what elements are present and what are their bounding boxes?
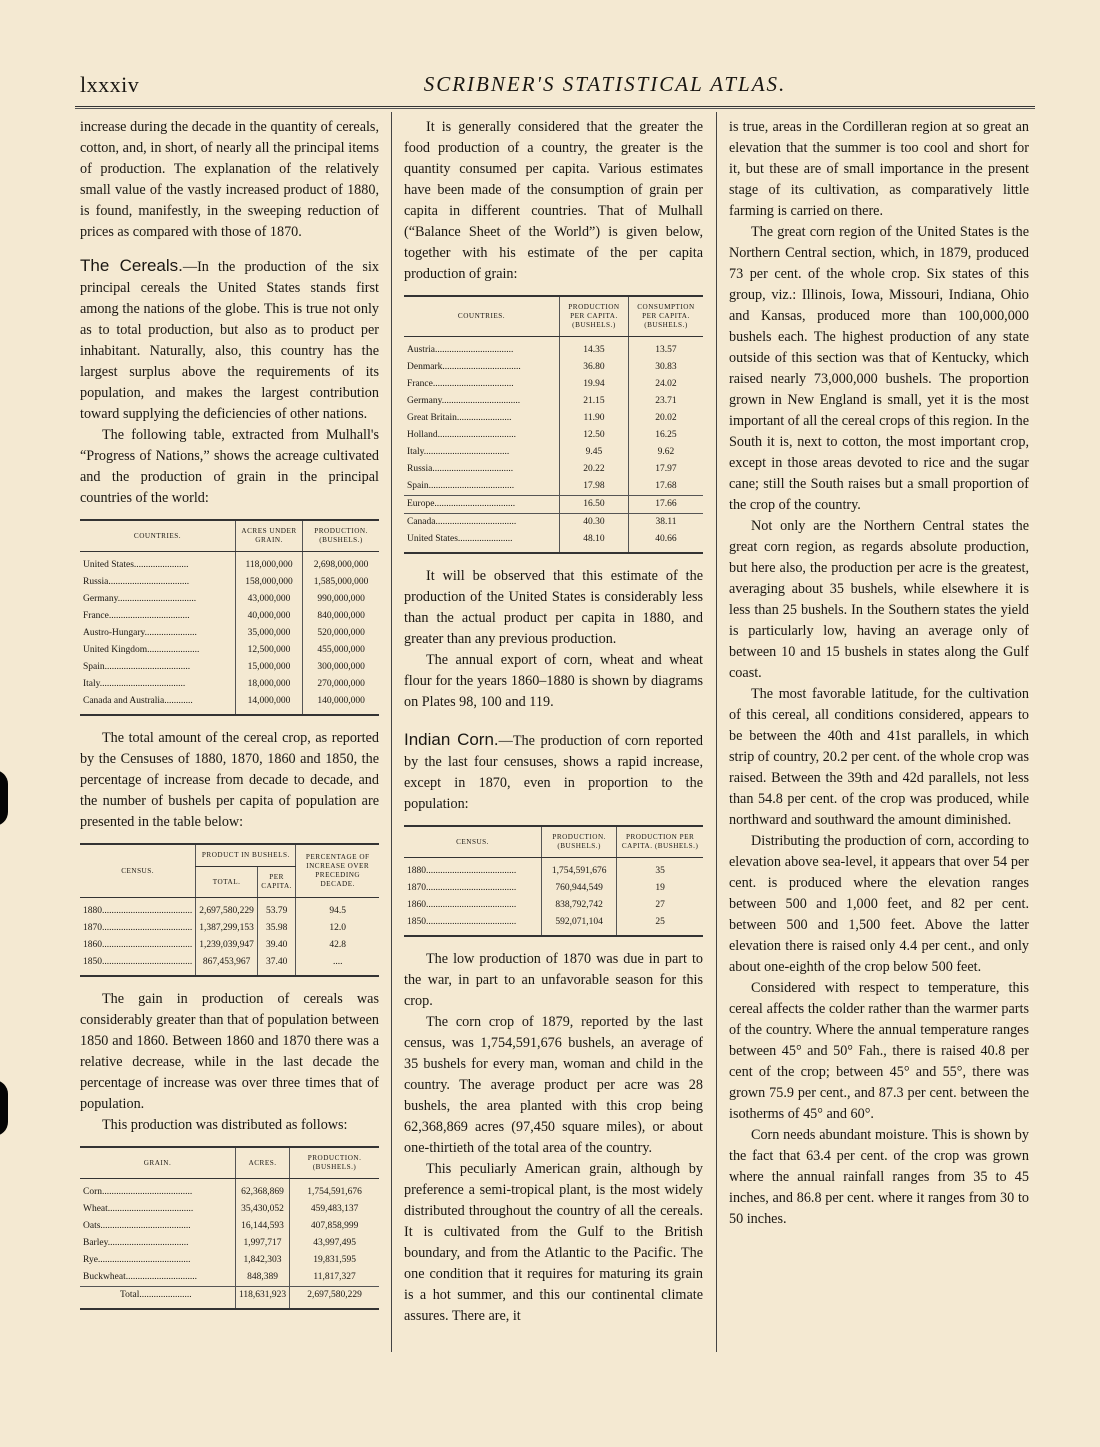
- table-cell: 20.22: [559, 461, 628, 478]
- table-cell: 38.11: [628, 514, 703, 532]
- row-label: Germany.................................: [407, 396, 521, 406]
- table-row: [80, 591, 379, 608]
- table-row: [80, 920, 379, 937]
- paragraph: increase during the decade in the quantity of cereals, cotton, and, in short, of nearly all the principal items of production. The explanation of the relatively small value of the vastly increased product of 1880, is found, manifestly, in the sweeping reduction of prices as compared with those of 1870.: [80, 119, 379, 240]
- table-cell: 17.68: [628, 478, 703, 496]
- table-row: [80, 552, 379, 575]
- table-row: [80, 898, 379, 921]
- table-cell: 2,697,580,229: [290, 1287, 379, 1310]
- table-row: [80, 1179, 379, 1202]
- row-label: Russia..................................: [83, 577, 190, 587]
- table-cell: 520,000,000: [303, 625, 379, 642]
- paragraph: The Cereals.—In the production of the six principal cereals the United States stands first among the nations of the globe. This is true not only as to total production, but also as to product per inhabitant. Naturally, also, this country has the largest surplus above the requirements of its population, and makes the largest contribution toward supplying the deficiencies of other nations.: [80, 256, 379, 422]
- table-header: TOTAL.: [196, 867, 258, 898]
- table-row: [404, 478, 703, 496]
- table-corn-by-census: [404, 825, 703, 937]
- row-label: Austria.................................: [407, 345, 514, 355]
- row-label: Germany.................................: [83, 594, 197, 604]
- table-cell: 840,000,000: [303, 608, 379, 625]
- table-header: PRODUCTION. (BUSHELS.): [303, 520, 379, 552]
- table-cell: 24.02: [628, 376, 703, 393]
- table-cell: 140,000,000: [303, 693, 379, 715]
- table-row: [80, 1269, 379, 1287]
- table-cell: 36.80: [559, 359, 628, 376]
- table-cell: 19: [617, 880, 703, 897]
- table-cell: 16.50: [559, 496, 628, 514]
- row-label: Spain....................................: [407, 481, 515, 491]
- table-row: [404, 897, 703, 914]
- table-cell: 40.66: [628, 531, 703, 553]
- binding-hole-mark: [0, 1080, 8, 1136]
- table-cell: 27: [617, 897, 703, 914]
- table-cell: 14.35: [559, 337, 628, 360]
- table-cell: 39.40: [257, 937, 296, 954]
- table-row: [80, 574, 379, 591]
- table-per-capita-by-country: [404, 295, 703, 554]
- table-cell: 30.83: [628, 359, 703, 376]
- table-header: GRAIN.: [80, 1147, 235, 1179]
- paragraph: Not only are the Northern Central states the great corn region, as regards absolute production, but here also, the production per acre is the greatest, averaging about 35 bushels, while elsewhere it is less than 25 bushels. In the Southern states the yield is particularly low, having an average only of between 10 and 15 bushels in states along the Gulf coast.: [729, 518, 1029, 681]
- paragraph: The annual export of corn, wheat and wheat flour for the years 1860–1880 is shown by diagrams on Plates 98, 100 and 119.: [404, 652, 703, 710]
- table-cell: 17.98: [559, 478, 628, 496]
- table-header: PRODUCTION. (BUSHELS.): [290, 1147, 379, 1179]
- row-label: France..................................: [407, 379, 514, 389]
- table-header: COUNTRIES.: [80, 520, 235, 552]
- row-label: Rye.......................................: [83, 1255, 191, 1265]
- table-header: PERCENTAGE OF INCREASE OVER PRECEDING DECADE.: [296, 844, 379, 898]
- table-cell: 94.5: [296, 898, 379, 921]
- table-row: [404, 427, 703, 444]
- table-cell: 25: [617, 914, 703, 936]
- table-header: CENSUS.: [404, 826, 542, 858]
- table-cell: 118,000,000: [235, 552, 302, 575]
- row-label: 1850......................................: [83, 957, 193, 967]
- table-cell: 2,697,580,229: [196, 898, 258, 921]
- header-rule: [75, 108, 1035, 109]
- table-header: ACRES UNDER GRAIN.: [235, 520, 302, 552]
- row-label: 1880......................................: [83, 906, 193, 916]
- table-row: [404, 410, 703, 427]
- table-cell: 35.98: [257, 920, 296, 937]
- table-cell: 17.97: [628, 461, 703, 478]
- row-label: 1870......................................: [407, 883, 517, 893]
- column-rule: [391, 112, 392, 1352]
- row-label: 1860......................................: [83, 940, 193, 950]
- table-row: [80, 659, 379, 676]
- table-cell: 838,792,742: [542, 897, 617, 914]
- table-cell: 455,000,000: [303, 642, 379, 659]
- row-label: Italy....................................: [407, 447, 510, 457]
- paragraph: The low production of 1870 was due in part to the war, in part to an unfavorable season for this crop.: [404, 951, 703, 1009]
- paragraph: The corn crop of 1879, reported by the last census, was 1,754,591,676 bushels, an average of 35 bushels for every man, woman and child in the country. The average product per acre was 28 bushels, the area planted with this crop being 62,368,869 acres (97,450 square miles), or about one-thirtieth of the total area of the country.: [404, 1014, 703, 1156]
- table-cell: 35,430,052: [235, 1201, 289, 1218]
- table-cell: 16.25: [628, 427, 703, 444]
- table-cell: 20.02: [628, 410, 703, 427]
- row-label: Total......................: [80, 1287, 235, 1310]
- header-rule: [75, 106, 1035, 107]
- table-cell: 1,842,303: [235, 1252, 289, 1269]
- paragraph: The total amount of the cereal crop, as reported by the Censuses of 1880, 1870, 1860 and 1850, the percentage of increase from decade to decade, and the number of bushels per capita of population are presented in the table below:: [80, 730, 379, 830]
- row-label: Holland.................................: [407, 430, 516, 440]
- table-row: [404, 393, 703, 410]
- table-cell: 270,000,000: [303, 676, 379, 693]
- table-row: [80, 625, 379, 642]
- table-cell: 760,944,549: [542, 880, 617, 897]
- table-cell: 9.45: [559, 444, 628, 461]
- paragraph: It will be observed that this estimate of the production of the United States is considerably less than the actual product per capita in 1880, and greater than any previous production.: [404, 568, 703, 647]
- table-header: PRODUCTION PER CAPITA. (BUSHELS.): [617, 826, 703, 858]
- table-row: [404, 461, 703, 478]
- table-cell: 48.10: [559, 531, 628, 553]
- table-cell: 592,071,104: [542, 914, 617, 936]
- table-grain-distribution: [80, 1146, 379, 1310]
- row-label: United States.......................: [83, 560, 189, 570]
- table-header: CENSUS.: [80, 844, 196, 898]
- table-row: [404, 337, 703, 360]
- table-cell: 40.30: [559, 514, 628, 532]
- table-cell: 13.57: [628, 337, 703, 360]
- table-header: PER CAPITA.: [257, 867, 296, 898]
- table-cell: 867,453,967: [196, 954, 258, 976]
- row-label: Italy....................................: [83, 679, 186, 689]
- running-title: SCRIBNER'S STATISTICAL ATLAS.: [423, 72, 787, 96]
- paragraph: The following table, extracted from Mulhall's “Progress of Nations,” shows the acreage cultivated and the production of grain in the principal countries of the world:: [80, 427, 379, 506]
- paragraph: Indian Corn.—The production of corn reported by the last four censuses, shows a rapid increase, except in 1870, even in proportion to the population:: [404, 730, 703, 812]
- row-label: Russia..................................: [407, 464, 514, 474]
- page-number: lxxxiv: [80, 72, 140, 97]
- paragraph: Distributing the production of corn, according to elevation above sea-level, it appears that over 54 per cent. is produced where the elevation ranges between 500 and 1,000 feet, and 82 per cent. between 500 and 1,500 feet. Above the latter elevation there is raised only 4.4 per cent., and only about one-eighth of the crop below 500 feet.: [729, 833, 1029, 975]
- table-cell: 35: [617, 858, 703, 881]
- paragraph: Considered with respect to temperature, this cereal affects the colder rather than the warmer parts of the country. Where the annual temperature ranges between 45° and 50° Fah., there is raised 40.8 per cent of the crop; between 45° and 55°, there was grown 75.9 per cent., and 87.3 per cent. between the isotherms of 45° and 60°.: [729, 980, 1029, 1122]
- table-header: PRODUCTION. (BUSHELS.): [542, 826, 617, 858]
- table-header: COUNTRIES.: [404, 296, 559, 337]
- row-label: Europe..................................: [404, 496, 559, 514]
- row-label: Barley..................................: [83, 1238, 189, 1248]
- table-cell: 19.94: [559, 376, 628, 393]
- paragraph: It is generally considered that the greater the food production of a country, the greater is the quantity consumed per capita. Various estimates have been made of the consumption of grain per capita in different countries. That of Mulhall (“Balance Sheet of the World”) is given below, together with his estimate of the per capita production of grain:: [404, 119, 703, 282]
- table-row: [80, 1218, 379, 1235]
- table-cell: 1,585,000,000: [303, 574, 379, 591]
- table-cell: 848,389: [235, 1269, 289, 1287]
- table-row: [404, 531, 703, 553]
- paragraph: The most favorable latitude, for the cultivation of this cereal, all conditions considered, appears to be between the 40th and 41st parallels, in which strip of country, 20.2 per cent. of the whole crop was raised. Between the 39th and 42d parallels, not less than 54.8 per cent. of the crop was produced, while northward and southward the amount diminished.: [729, 686, 1029, 828]
- table-cell: 407,858,999: [290, 1218, 379, 1235]
- table-cell: 35,000,000: [235, 625, 302, 642]
- table-cell: 990,000,000: [303, 591, 379, 608]
- binding-hole-mark: [0, 770, 8, 826]
- paragraph: The great corn region of the United States is the Northern Central section, which, in 1879, produced 73 per cent. of the whole crop. Six states of this group, viz.: Illinois, Iowa, Missouri, Indiana, Ohio and Kansas, produced more than 100,000,000 bushels each. The highest production of any state outside of this section was that of Kentucky, which raised nearly 73,000,000 bushels. The proportion grown in New England is small, yet it is the most important of all the cereal crops of this region. In the South it is, next to cotton, the most important crop, except in those areas devoted to rice and the sugar cane; still the South raises but a small proportion of the crop of the country.: [729, 224, 1029, 513]
- paragraph: The gain in production of cereals was considerably greater than that of population between 1850 and 1860. Between 1860 and 1870 there was a relative decrease, while in the last decade the percentage of increase was over three times that of population.: [80, 991, 379, 1112]
- table-row: [80, 642, 379, 659]
- table-cell: 1,997,717: [235, 1235, 289, 1252]
- row-label: 1860......................................: [407, 900, 517, 910]
- table-cell: 12.50: [559, 427, 628, 444]
- table-row: [80, 676, 379, 693]
- table-cell: 17.66: [628, 496, 703, 514]
- table-row: [404, 514, 703, 532]
- table-cell: 42.8: [296, 937, 379, 954]
- row-label: Wheat....................................: [83, 1204, 194, 1214]
- table-row: [404, 444, 703, 461]
- row-label: 1850......................................: [407, 917, 517, 927]
- table-cell: 43,997,495: [290, 1235, 379, 1252]
- row-label: Spain....................................: [83, 662, 191, 672]
- table-header: PRODUCT IN BUSHELS.: [196, 844, 296, 867]
- table-row: [80, 954, 379, 976]
- table-header: PRODUCTION PER CAPITA. (BUSHELS.): [559, 296, 628, 337]
- table-cereal-crop-by-census: [80, 843, 379, 977]
- table-row: [80, 1201, 379, 1218]
- table-row: [80, 608, 379, 625]
- paragraph: is true, areas in the Cordilleran region at so great an elevation that the summer is too cool and short for it, but these are of small importance in the present stage of its cultivation, as comparatively little farming is carried on there.: [729, 119, 1029, 219]
- table-row: [80, 1252, 379, 1269]
- table-cell: 18,000,000: [235, 676, 302, 693]
- table-row: [404, 858, 703, 881]
- table-row: [404, 376, 703, 393]
- table-cell: 1,754,591,676: [542, 858, 617, 881]
- table-row: [80, 937, 379, 954]
- table-grain-by-country: [80, 519, 379, 716]
- table-cell: 459,483,137: [290, 1201, 379, 1218]
- table-total-row: [80, 1287, 379, 1310]
- table-row: [80, 693, 379, 715]
- row-label: 1880......................................: [407, 866, 517, 876]
- table-cell: 300,000,000: [303, 659, 379, 676]
- row-label: France..................................: [83, 611, 190, 621]
- table-cell: 53.79: [257, 898, 296, 921]
- table-row-europe: [404, 496, 703, 514]
- table-cell: 19,831,595: [290, 1252, 379, 1269]
- table-cell: 14,000,000: [235, 693, 302, 715]
- column-2: [404, 117, 703, 1327]
- table-header: ACRES.: [235, 1147, 289, 1179]
- table-cell: 118,631,923: [235, 1287, 289, 1310]
- table-cell: 40,000,000: [235, 608, 302, 625]
- paragraph: Corn needs abundant moisture. This is shown by the fact that 63.4 per cent. of the crop was grown where the annual rainfall ranges from 35 to 45 inches, and 86.8 per cent. where it ranges from 30 to 50 inches.: [729, 1127, 1029, 1227]
- table-row: [404, 914, 703, 936]
- table-cell: 12,500,000: [235, 642, 302, 659]
- paragraph: This peculiarly American grain, although by preference a semi-tropical plant, is the most widely distributed throughout the country of all the cereals. It is cultivated from the Gulf to the British boundary, and from the Atlantic to the Pacific. The one condition that it requires for maturing its grain is a hot summer, and this our continental climate assures. There are, it: [404, 1161, 703, 1324]
- column-1: [80, 117, 379, 1322]
- section-heading-cereals: The Cereals.: [80, 256, 183, 275]
- row-label: Oats......................................: [83, 1221, 191, 1231]
- table-cell: 2,698,000,000: [303, 552, 379, 575]
- section-heading-indian-corn: Indian Corn.: [404, 730, 499, 749]
- table-cell: 1,239,039,947: [196, 937, 258, 954]
- table-cell: 12.0: [296, 920, 379, 937]
- table-cell: 23.71: [628, 393, 703, 410]
- column-3: [729, 117, 1029, 1230]
- table-cell: 43,000,000: [235, 591, 302, 608]
- table-cell: 62,368,869: [235, 1179, 289, 1202]
- table-cell: 11,817,327: [290, 1269, 379, 1287]
- table-row: [80, 1235, 379, 1252]
- table-cell: 21.15: [559, 393, 628, 410]
- table-cell: 9.62: [628, 444, 703, 461]
- row-label: 1870......................................: [83, 923, 193, 933]
- column-rule: [716, 112, 717, 1352]
- row-label: Great Britain.......................: [407, 413, 512, 423]
- table-cell: 15,000,000: [235, 659, 302, 676]
- table-cell: 16,144,593: [235, 1218, 289, 1235]
- table-cell: 158,000,000: [235, 574, 302, 591]
- row-label: Denmark.................................: [407, 362, 521, 372]
- table-cell: 1,754,591,676: [290, 1179, 379, 1202]
- row-label: Canada..................................: [407, 517, 517, 527]
- table-cell: 11.90: [559, 410, 628, 427]
- table-header: CONSUMPTION PER CAPITA. (BUSHELS.): [628, 296, 703, 337]
- row-label: Canada and Australia............: [83, 696, 193, 706]
- table-cell: ....: [296, 954, 379, 976]
- row-label: Corn......................................: [83, 1187, 193, 1197]
- table-row: [404, 359, 703, 376]
- row-label: United States.......................: [407, 534, 513, 544]
- table-cell: 37.40: [257, 954, 296, 976]
- paragraph: This production was distributed as follows:: [102, 1117, 348, 1133]
- row-label: Austro-Hungary......................: [83, 628, 197, 638]
- table-row: [404, 880, 703, 897]
- row-label: Buckwheat..............................: [83, 1272, 197, 1282]
- row-label: United Kingdom......................: [83, 645, 200, 655]
- table-cell: 1,387,299,153: [196, 920, 258, 937]
